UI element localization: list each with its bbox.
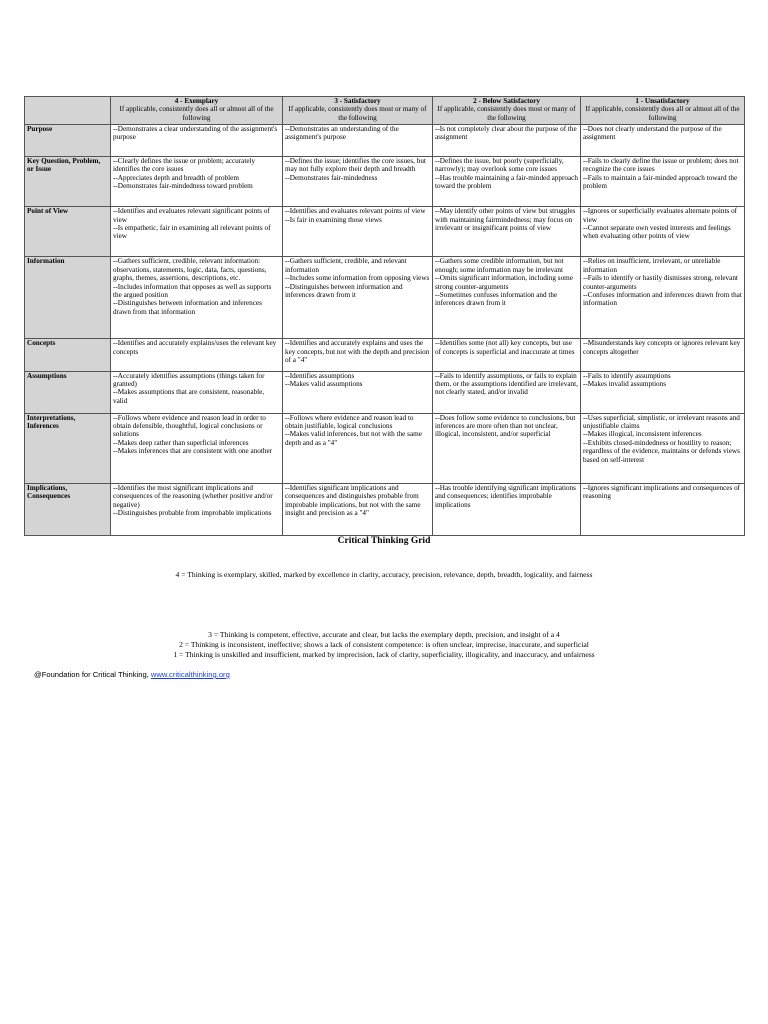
row-criterion-label: Purpose [25,125,111,157]
grid-cell-level-3 [283,207,433,257]
grid-cell-level-1 [581,207,745,257]
grid-cell-level-3 [283,483,433,535]
cell-line: --Identifies and evaluates relevant significant points of view [113,207,270,224]
credit-line [34,670,230,679]
grid-row [25,125,745,157]
cell-line: --Follows where evidence and reason lead in order to obtain defensible, thoughtful, logical conclusions or solutions [113,413,266,439]
cell-line: --Distinguishes between information and inferences drawn from that information [113,299,262,316]
grid-cell-level-3 [283,125,433,157]
grid-cell-level-2 [433,371,581,413]
cell-line: --Makes illogical, inconsistent inferences [583,430,702,439]
cell-line: --Makes deep rather than superficial inferences [113,438,249,447]
cell-line: --Makes assumptions that are consistent, reasonable, valid [113,388,265,405]
scale-3: 3 = Thinking is competent, effective, accurate and clear, but lacks the exemplary depth, precision, and insight of a 4 [208,630,560,639]
cell-line: --May identify other points of view but struggles with maintaining fairmindedness; may focus on irrelevant or insignificant points of view [435,207,576,232]
grid-cell-level-3 [283,157,433,207]
grid-cell-level-3 [283,371,433,413]
header-level-2 [433,97,581,125]
grid-cell-level-4 [111,371,283,413]
header-level-3 [283,97,433,125]
cell-line: --Gathers some credible information, but not enough; some information may be irrelevant [435,257,564,274]
scale-2: 2 = Thinking is inconsistent, ineffective; shows a lack of consistent competence: is often unclear, imprecise, inaccurate, and superficial [179,640,589,649]
cell-line: --Is fair in examining those views [285,215,382,224]
cell-line: --Does not clearly understand the purpose of the assignment [583,125,722,142]
header-level-4 [111,97,283,125]
cell-line: --Confuses information and inferences drawn from that information [583,290,742,308]
grid-cell-level-2 [433,413,581,483]
grid-cell-level-1 [581,125,745,157]
grid-cell-level-1 [581,157,745,207]
grid-row [25,339,745,371]
grid-row [25,257,745,339]
grid-cell-level-3 [283,413,433,483]
row-criterion-label: Concepts [25,339,111,371]
grid-row [25,413,745,483]
grid-cell-level-1 [581,339,745,371]
cell-line: --Fails to maintain a fair-minded approach toward the problem [583,173,738,191]
cell-line: --Identifies and accurately explains/uses the relevant key concepts [113,339,277,356]
credit-text: @Foundation for Critical Thinking, [34,670,151,679]
header-corner [25,97,111,125]
grid-cell-level-3 [283,339,433,371]
cell-line: --Uses superficial, simplistic, or irrelevant reasons and unjustifiable claims [583,413,740,431]
cell-line: --Fails to clearly define the issue or problem; does not recognize the core issues [583,157,739,174]
grid-cell-level-4 [111,483,283,535]
grid-cell-level-2 [433,483,581,535]
header-level-description: If applicable, consistently does most or many of the following [437,105,576,122]
cell-line: --Ignores or superficially evaluates alternate points of view [583,207,738,224]
grid-cell-level-1 [581,483,745,535]
grid-cell-level-4 [111,157,283,207]
cell-line: --Relies on insufficient, irrelevant, or unreliable information [583,257,721,274]
grid-title: Critical Thinking Grid [337,536,431,546]
cell-line: --Fails to identify or hastily dismisses strong, relevant counter-arguments [583,274,738,291]
cell-line: --Fails to identify assumptions, or fails to explain them, or the assumptions identified are irrelevant, not clearly stated, and/or invalid [435,371,578,397]
header-level-description: If applicable, consistently does all or almost all of the following [119,105,274,122]
grid-cell-level-4 [111,413,283,483]
cell-line: --Makes valid inferences, but not with the same depth and as a "4" [285,430,422,447]
grid-row [25,483,745,535]
grid-cell-level-4 [111,257,283,339]
grid-cell-level-2 [433,157,581,207]
header-row [25,97,745,125]
cell-line: --Includes information that opposes as well as supports the argued position [113,282,272,299]
cell-line: --Defines the issue, but poorly (superficially, narrowly); may overlook some core issues [435,157,564,174]
grid-row [25,371,745,413]
row-criterion-label: Implications, Consequences [25,483,111,535]
grid-cell-level-1 [581,413,745,483]
cell-line: --Follows where evidence and reason lead to obtain justifiable, logical conclusions [285,413,414,431]
header-level-title: 3 - Satisfactory [334,97,381,105]
grid-cell-level-2 [433,339,581,371]
grid-cell-level-3 [283,257,433,339]
cell-line: --Cannot separate own vested interests and feelings when evaluating other points of view [583,223,731,241]
cell-line: --Identifies the most significant implications and consequences of the reasoning (whether positive and/or negative) [113,483,273,509]
row-criterion-label: Information [25,257,111,339]
cell-line: --Gathers sufficient, credible, relevant information: observations, statements, logic, data, facts, questions, graphs, themes, assertions, descriptions, etc. [113,257,267,283]
grid-cell-level-4 [111,125,283,157]
header-level-title: 1 - Unsatisfactory [635,97,690,105]
cell-line: --Accurately identifies assumptions (things taken for granted) [113,371,265,388]
header-level-title: 2 - Below Satisfactory [473,97,540,105]
row-criterion-label: Assumptions [25,371,111,413]
grid-cell-level-4 [111,339,283,371]
cell-line: --Sometimes confuses information and the inferences drawn from it [435,290,558,308]
cell-line: --Defines the issue; identifies the core issues, but may not fully explore their depth and breadth [285,157,426,174]
row-criterion-label: Interpretations, Inferences [25,413,111,483]
header-level-title: 4 - Exemplary [174,97,219,105]
cell-line: --Omits significant information, including some strong counter-arguments [435,274,573,291]
scale-1: 1 = Thinking is unskilled and insufficient, marked by imprecision, lack of clarity, superficiality, illogicality, and inaccuracy, and unfairness [173,650,595,659]
grid-cell-level-1 [581,257,745,339]
cell-line: --Misunderstands key concepts or ignores relevant key concepts altogether [583,339,741,356]
cell-line: --Identifies and evaluates relevant points of view [285,207,426,216]
header-level-description: If applicable, consistently does most or many of the following [288,105,427,122]
cell-line: --Clearly defines the issue or problem; accurately identifies the core issues [113,157,256,174]
grid-cell-level-1 [581,371,745,413]
grid-cell-level-2 [433,257,581,339]
cell-line: --Makes inferences that are consistent with one another [113,447,273,456]
cell-line: --Includes some information from opposing views [285,274,430,283]
grid-row [25,207,745,257]
critical-thinking-grid [24,96,745,536]
cell-line: --Identifies significant implications and consequences and distinguishes probable from improbable implications, but not with the same insight and precision as a "4" [285,483,421,517]
cell-line: --Identifies assumptions [285,371,355,380]
header-level-description: If applicable, consistently does all or almost all of the following [585,105,740,122]
credit-link[interactable]: www.criticalthinking.org [150,670,230,679]
cell-line: --Makes valid assumptions [285,379,363,388]
grid-row [25,157,745,207]
cell-line: --Demonstrates fair-mindedness toward problem [113,182,253,191]
cell-line: --Distinguishes between information and inferences drawn from it [285,282,403,299]
grid-cell-level-2 [433,207,581,257]
row-criterion-label: Point of View [25,207,111,257]
cell-line: --Makes invalid assumptions [583,379,667,388]
cell-line: --Demonstrates a clear understanding of the assignment's purpose [113,125,278,142]
cell-line: --Does follow some evidence to conclusions, but inferences are more often than not unclear, illogical, inconsistent, and/or superficial [435,413,576,439]
cell-line: --Ignores significant implications and consequences of reasoning [583,483,741,501]
cell-line: --Distinguishes probable from improbable implications [113,509,272,517]
cell-line: --Identifies and accurately explains and uses the key concepts, but not with the depth and precision of a "4" [285,339,430,365]
cell-line: --Demonstrates an understanding of the assignment's purpose [285,125,399,142]
row-criterion-label: Key Question, Problem, or Issue [25,157,111,207]
cell-line: --Exhibits closed-mindedness or hostility to reason; regardless of the evidence, maintains or defends views based on self-interest [583,438,740,464]
cell-line: --Fails to identify assumptions [583,371,671,380]
cell-line: --Has trouble identifying significant implications and consequences; identifies improbable implications [435,483,576,509]
cell-line: --Is empathetic, fair in examining all relevant points of view [113,223,271,241]
header-level-1 [581,97,745,125]
grid-cell-level-2 [433,125,581,157]
grid-body [25,125,745,536]
cell-line: --Demonstrates fair-mindedness [285,173,378,182]
cell-line: --Gathers sufficient, credible, and relevant information [285,257,407,274]
cell-line: --Is not completely clear about the purpose of the assignment [435,125,577,142]
scale-4: 4 = Thinking is exemplary, skilled, marked by excellence in clarity, accuracy, precision, relevance, depth, breadth, logicality, and fairness [175,570,593,579]
cell-line: --Has trouble maintaining a fair-minded approach toward the problem [435,173,578,191]
cell-line: --Identifies some (not all) key concepts, but use of concepts is superficial and inaccurate at times [435,339,575,356]
grid-cell-level-4 [111,207,283,257]
cell-line: --Appreciates depth and breadth of problem [113,173,239,182]
